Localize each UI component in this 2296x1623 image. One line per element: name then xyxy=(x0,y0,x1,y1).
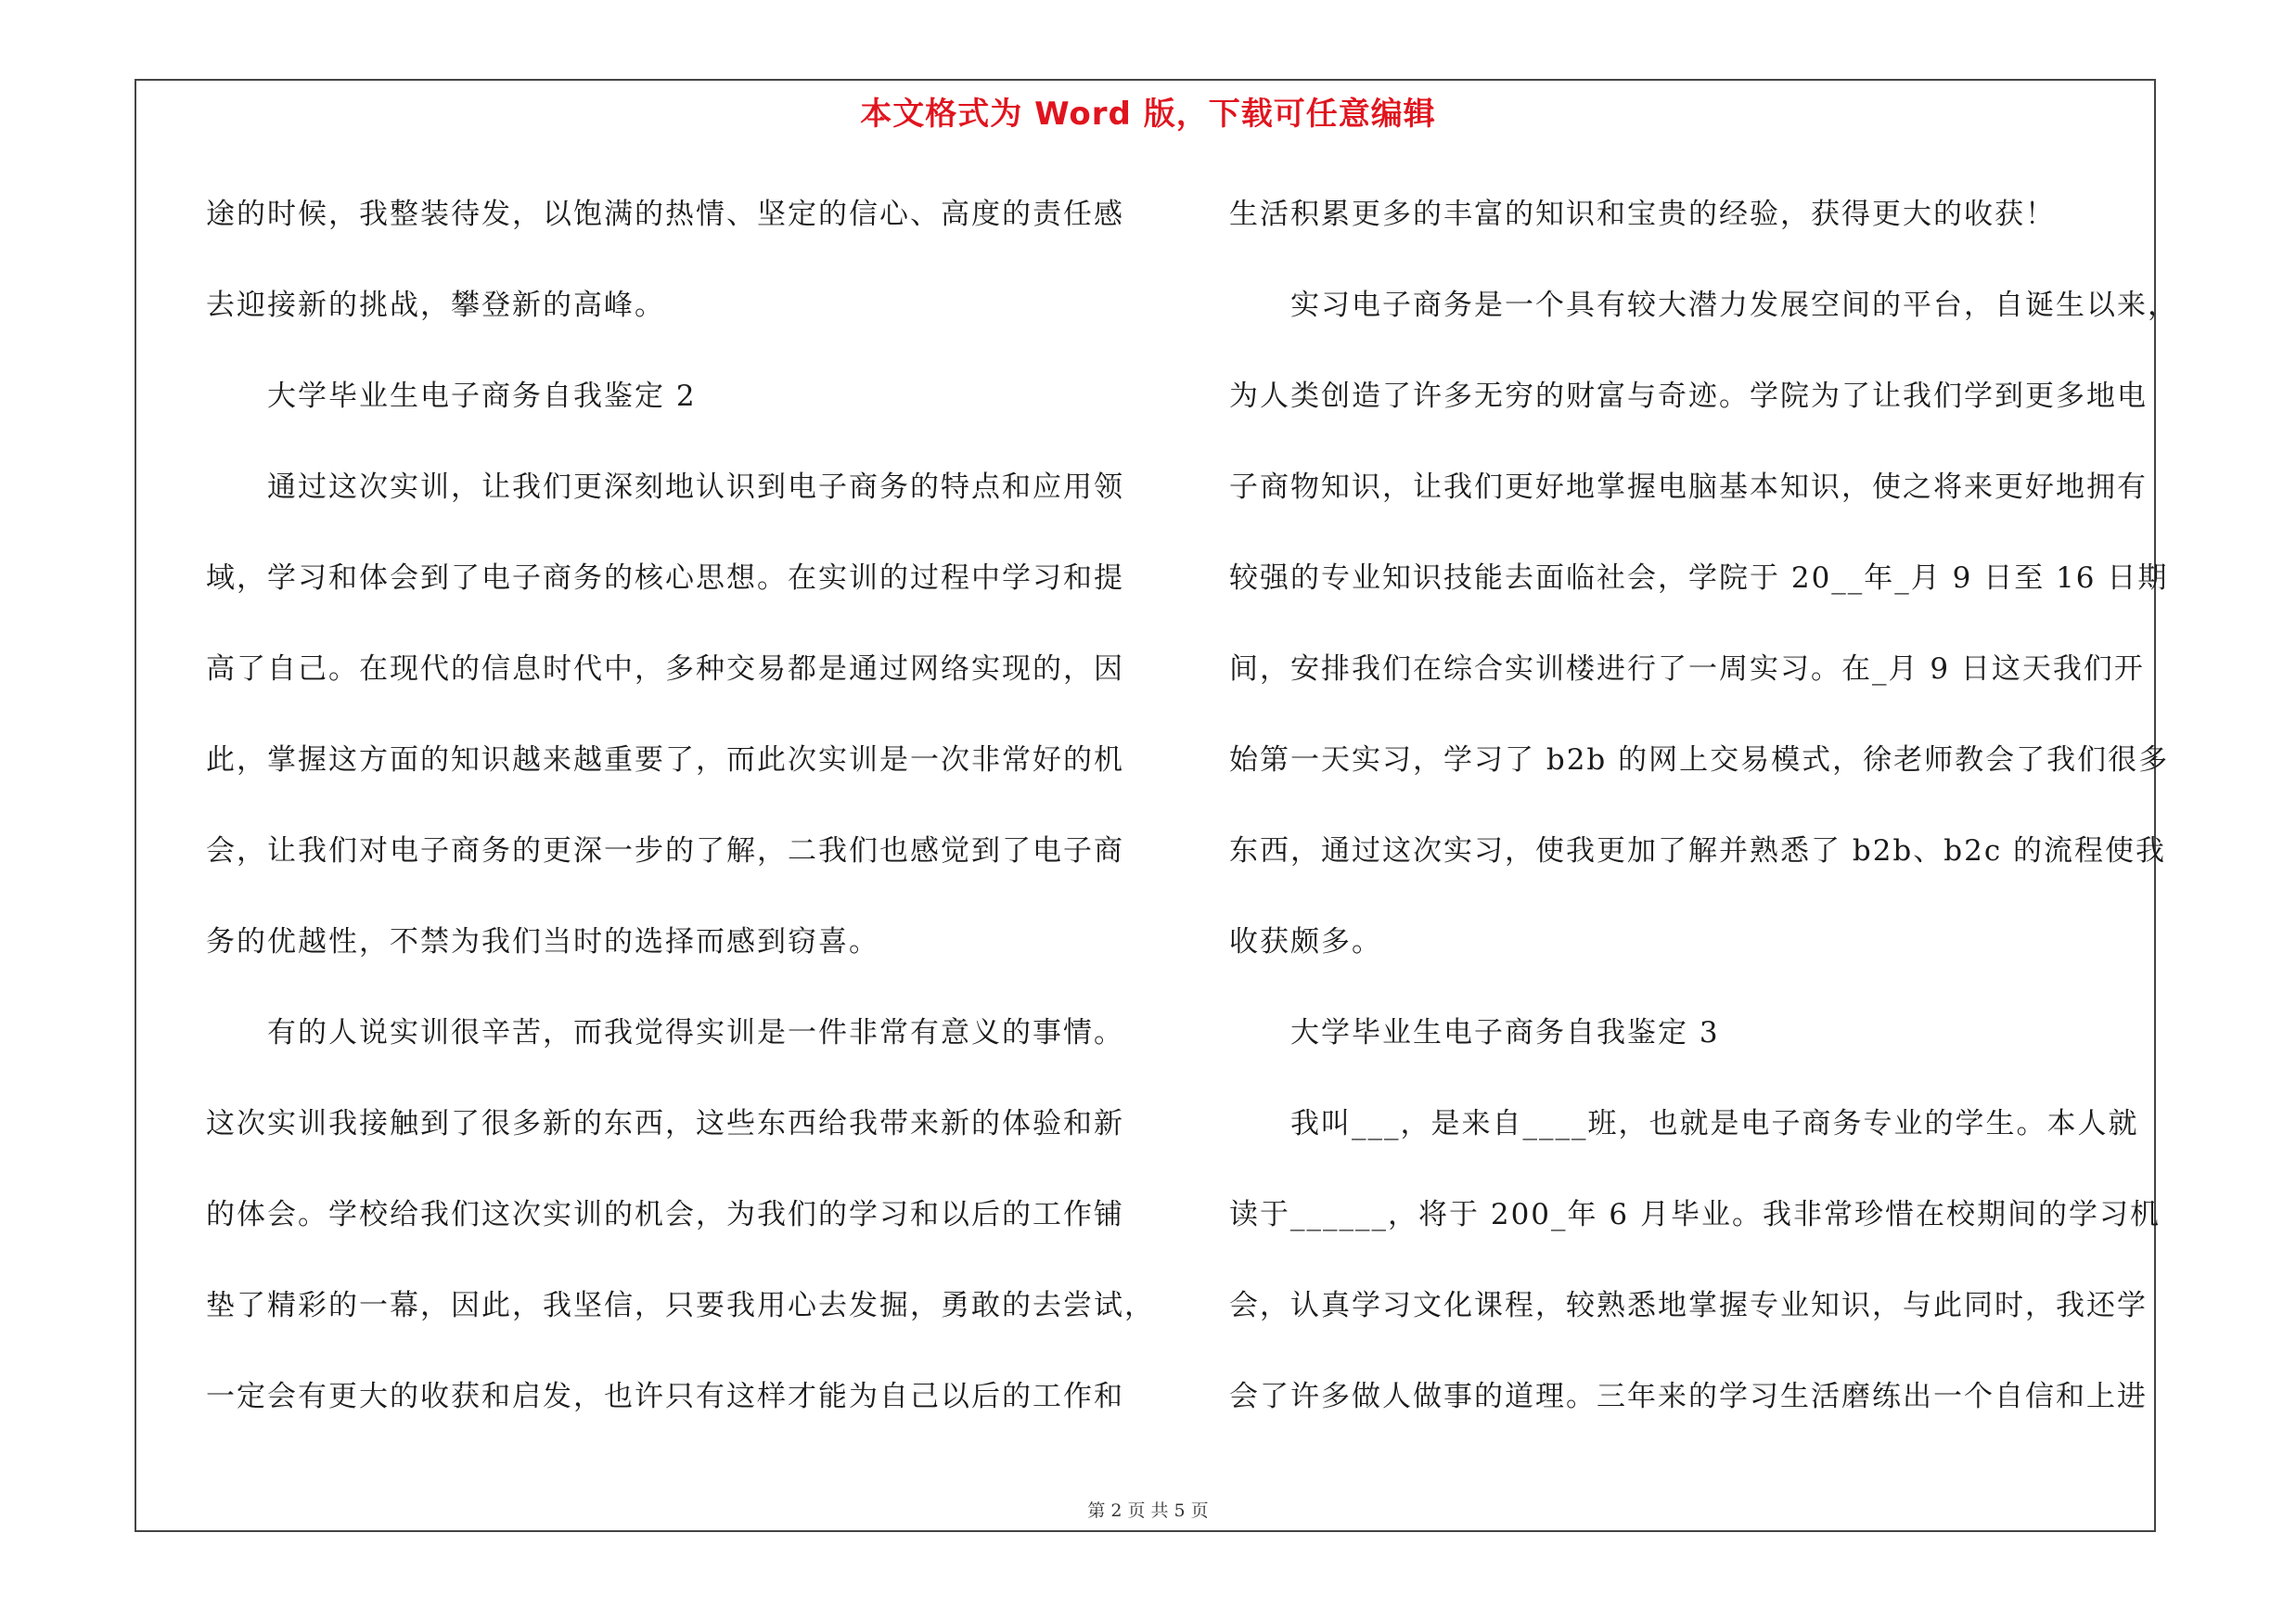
text-line: 我叫___，是来自____班，也就是电子商务专业的学生。本人就 xyxy=(1290,1107,2139,1140)
text-line: 为人类创造了许多无穷的财富与奇迹。学院为了让我们学到更多地电 xyxy=(1229,380,2148,413)
page-number-footer: 第 2 页 共 5 页 xyxy=(1087,1501,1209,1521)
text-line: 东西，通过这次实习，使我更加了解并熟悉了 b2b、b2c 的流程使我 xyxy=(1229,834,2167,868)
text-line: 有的人说实训很辛苦，而我觉得实训是一件非常有意义的事情。 xyxy=(267,1016,1124,1050)
text-line: 会，让我们对电子商务的更深一步的了解，二我们也感觉到了电子商 xyxy=(206,834,1124,868)
text-line: 域，学习和体会到了电子商务的核心思想。在实训的过程中学习和提 xyxy=(206,561,1124,595)
text-line: 读于______，将于 200_年 6 月毕业。我非常珍惜在校期间的学习机 xyxy=(1229,1198,2161,1231)
text-line: 大学毕业生电子商务自我鉴定 2 xyxy=(267,380,697,413)
text-line: 较强的专业知识技能去面临社会，学院于 20__年_月 9 日至 16 日期 xyxy=(1229,561,2169,595)
text-line: 途的时候，我整装待发，以饱满的热情、坚定的信心、高度的责任感 xyxy=(206,198,1124,231)
text-line: 会了许多做人做事的道理。三年来的学习生活磨练出一个自信和上进 xyxy=(1229,1380,2148,1413)
text-line: 收获颇多。 xyxy=(1229,925,1382,959)
right-column xyxy=(1229,182,2178,1455)
left-column xyxy=(206,182,1155,1455)
text-line: 的体会。学校给我们这次实训的机会，为我们的学习和以后的工作铺 xyxy=(206,1198,1124,1231)
text-line: 通过这次实训，让我们更深刻地认识到电子商务的特点和应用领 xyxy=(267,470,1124,504)
text-line: 垫了精彩的一幕，因此，我坚信，只要我用心去发掘，勇敢的去尝试， xyxy=(206,1289,1155,1322)
text-line: 这次实训我接触到了很多新的东西，这些东西给我带来新的体验和新 xyxy=(206,1107,1124,1140)
text-line: 会，认真学习文化课程，较熟悉地掌握专业知识，与此同时，我还学 xyxy=(1229,1289,2148,1322)
text-line: 子商物知识，让我们更好地掌握电脑基本知识，使之将来更好地拥有 xyxy=(1229,470,2148,504)
text-line: 始第一天实习，学习了 b2b 的网上交易模式，徐老师教会了我们很多 xyxy=(1229,743,2170,777)
text-line: 高了自己。在现代的信息时代中，多种交易都是通过网络实现的，因 xyxy=(206,652,1124,686)
text-line: 实习电子商务是一个具有较大潜力发展空间的平台，自诞生以来， xyxy=(1290,289,2178,322)
format-notice-banner: 本文格式为 Word 版，下载可任意编辑 xyxy=(860,96,1436,133)
text-line: 间，安排我们在综合实训楼进行了一周实习。在_月 9 日这天我们开 xyxy=(1229,652,2145,686)
text-line: 此，掌握这方面的知识越来越重要了，而此次实训是一次非常好的机 xyxy=(206,743,1124,777)
text-line: 一定会有更大的收获和启发，也许只有这样才能为自己以后的工作和 xyxy=(206,1380,1124,1413)
text-line: 务的优越性，不禁为我们当时的选择而感到窃喜。 xyxy=(206,925,879,959)
text-line: 大学毕业生电子商务自我鉴定 3 xyxy=(1290,1016,1720,1050)
text-line: 去迎接新的挑战，攀登新的高峰。 xyxy=(206,289,665,322)
text-line: 生活积累更多的丰富的知识和宝贵的经验，获得更大的收获！ xyxy=(1229,198,2056,231)
